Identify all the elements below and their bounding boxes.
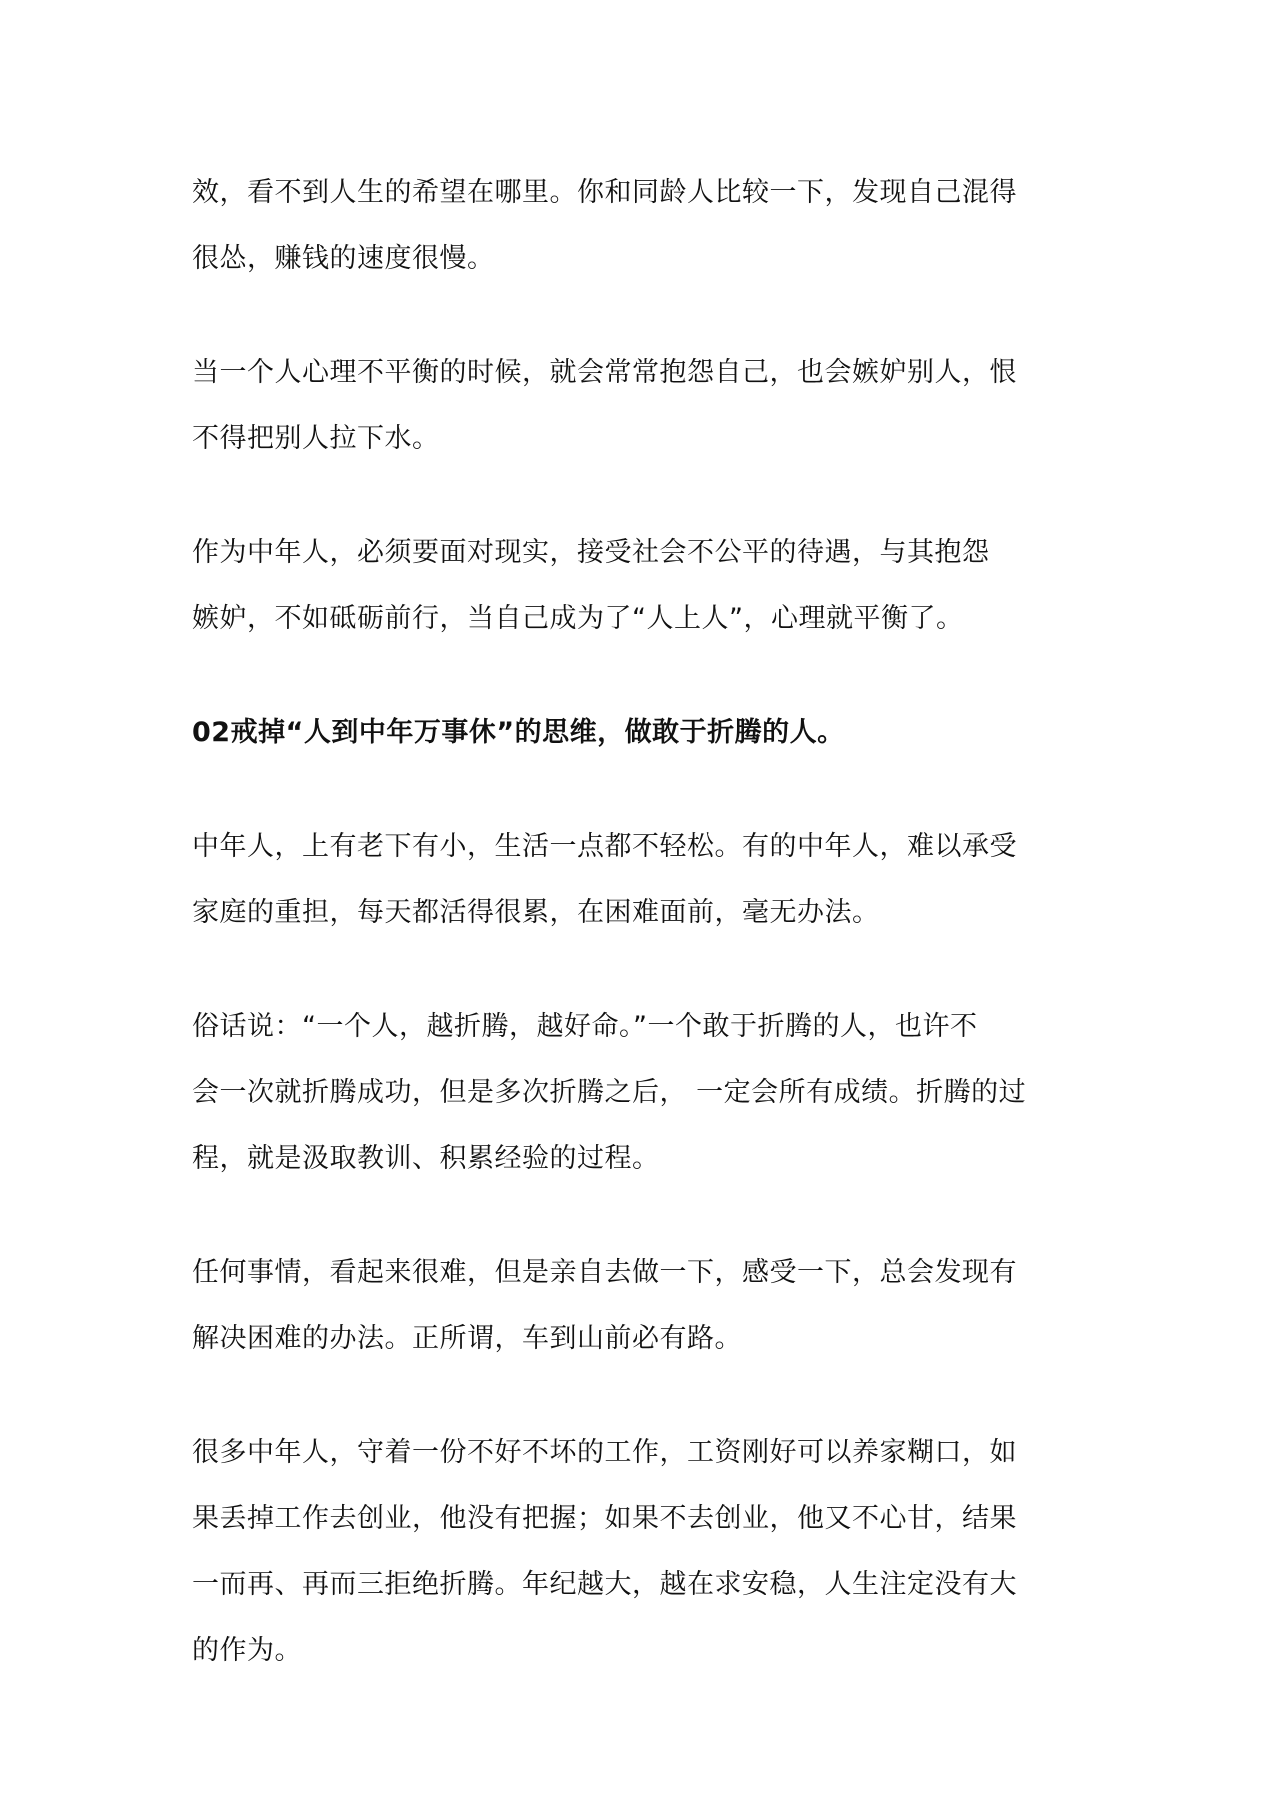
text-line: 会一次就折腾成功，但是多次折腾之后， 一定会所有成绩。折腾的过	[192, 1077, 1027, 1108]
section-heading	[192, 700, 1092, 766]
text-line: 果丢掉工作去创业，他没有把握；如果不去创业，他又不心甘，结果	[192, 1503, 1017, 1534]
text-line: 家庭的重担，每天都活得很累，在困难面前，毫无办法。	[192, 897, 880, 928]
text-line: 嫉妒，不如砥砺前行，当自己成为了“人上人”，心理就平衡了。	[192, 603, 964, 634]
text-line: 俗话说：“一个人，越折腾，越好命。”一个敢于折腾的人，也许不	[192, 1011, 978, 1042]
paragraph	[192, 340, 1092, 472]
text-line: 很多中年人，守着一份不好不坏的工作，工资刚好可以养家糊口，如	[192, 1437, 1017, 1468]
document-page	[192, 160, 1092, 1732]
paragraph	[192, 160, 1092, 292]
text-line: 很怂，赚钱的速度很慢。	[192, 243, 495, 274]
text-line: 程，就是汲取教训、积累经验的过程。	[192, 1143, 660, 1174]
text-line: 任何事情，看起来很难，但是亲自去做一下，感受一下，总会发现有	[192, 1257, 1017, 1288]
heading-text: 02戒掉“人到中年万事休”的思维，做敢于折腾的人。	[192, 717, 845, 748]
text-line: 一而再、再而三拒绝折腾。年纪越大，越在求安稳，人生注定没有大	[192, 1569, 1017, 1600]
text-line: 效，看不到人生的希望在哪里。你和同龄人比较一下，发现自己混得	[192, 177, 1017, 208]
text-line: 作为中年人，必须要面对现实，接受社会不公平的待遇，与其抱怨	[192, 537, 990, 568]
text-line: 当一个人心理不平衡的时候，就会常常抱怨自己，也会嫉妒别人，恨	[192, 357, 1017, 388]
paragraph	[192, 994, 1092, 1192]
paragraph	[192, 1240, 1092, 1372]
paragraph	[192, 1420, 1092, 1684]
paragraph	[192, 814, 1092, 946]
text-line: 不得把别人拉下水。	[192, 423, 440, 454]
paragraph	[192, 520, 1092, 652]
text-line: 的作为。	[192, 1635, 302, 1666]
text-line: 解决困难的办法。正所谓，车到山前必有路。	[192, 1323, 742, 1354]
text-line: 中年人，上有老下有小，生活一点都不轻松。有的中年人，难以承受	[192, 831, 1017, 862]
